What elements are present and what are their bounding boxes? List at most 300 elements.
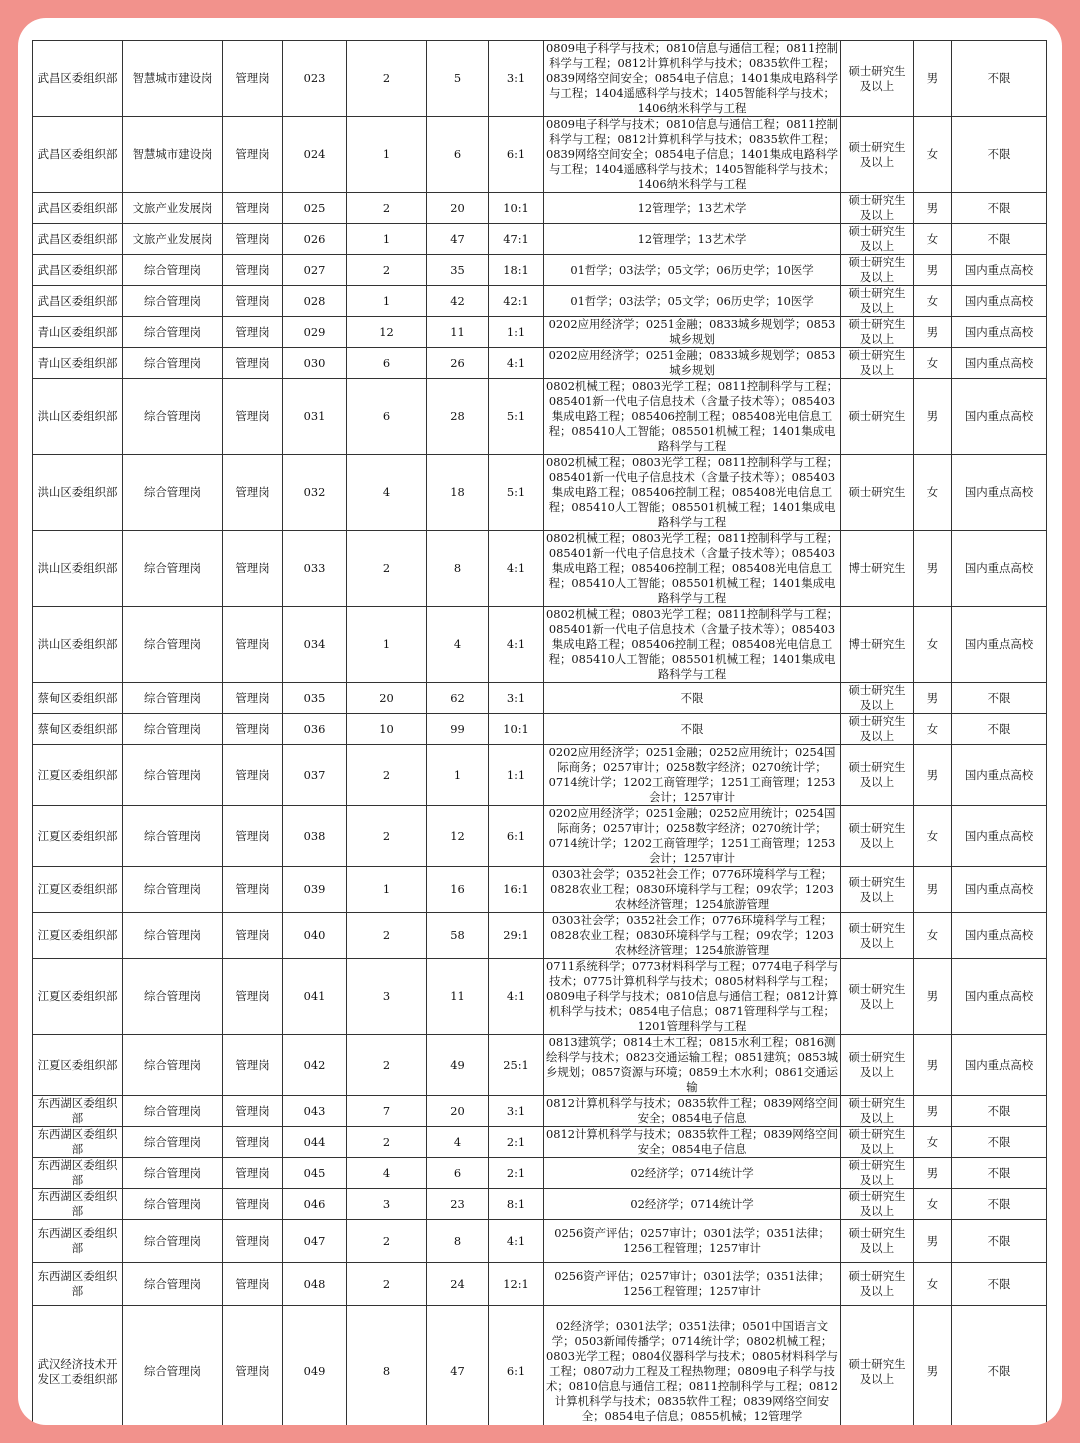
position-code-cell: 037 [283, 745, 347, 806]
ratio-cell: 10:1 [489, 714, 544, 745]
position-type-cell: 管理岗 [223, 683, 283, 714]
position-name-cell: 综合管理岗 [123, 867, 223, 913]
education-cell: 硕士研究生及以上 [841, 286, 914, 317]
applicant-count-cell: 4 [427, 1127, 489, 1158]
major-requirement-cell: 0303社会学；0352社会工作；0776环境科学与工程；0828农业工程；0830环境科学与工程；09农学；1203农林经济管理；1254旅游管理 [544, 913, 841, 959]
plan-count-cell: 1 [347, 286, 427, 317]
gender-cell: 男 [914, 1220, 952, 1263]
major-requirement-cell: 01哲学；03法学；05文学；06历史学；10医学 [544, 286, 841, 317]
plan-count-cell: 1 [347, 224, 427, 255]
table-row [33, 913, 1047, 959]
position-type-cell: 管理岗 [223, 1096, 283, 1127]
school-requirement-cell: 不限 [952, 1096, 1047, 1127]
plan-count-cell: 2 [347, 806, 427, 867]
position-name-cell: 综合管理岗 [123, 379, 223, 455]
position-code-cell: 039 [283, 867, 347, 913]
gender-cell: 男 [914, 531, 952, 607]
position-name-cell: 文旅产业发展岗 [123, 193, 223, 224]
school-requirement-cell: 国内重点高校 [952, 379, 1047, 455]
school-requirement-cell: 不限 [952, 683, 1047, 714]
applicant-count-cell: 11 [427, 317, 489, 348]
applicant-count-cell: 20 [427, 1096, 489, 1127]
position-code-cell: 047 [283, 1220, 347, 1263]
position-name-cell: 文旅产业发展岗 [123, 224, 223, 255]
school-requirement-cell: 不限 [952, 714, 1047, 745]
gender-cell: 女 [914, 1127, 952, 1158]
position-name-cell: 综合管理岗 [123, 531, 223, 607]
plan-count-cell: 20 [347, 683, 427, 714]
table-row [33, 1127, 1047, 1158]
education-cell: 硕士研究生及以上 [841, 959, 914, 1035]
table-body [33, 41, 1047, 1426]
position-name-cell: 综合管理岗 [123, 1158, 223, 1189]
major-requirement-cell: 0812计算机科学与技术；0835软件工程；0839网络空间安全；0854电子信息 [544, 1096, 841, 1127]
school-requirement-cell: 不限 [952, 1158, 1047, 1189]
ratio-cell: 2:1 [489, 1127, 544, 1158]
gender-cell: 男 [914, 745, 952, 806]
school-requirement-cell: 不限 [952, 1306, 1047, 1426]
plan-count-cell: 2 [347, 1035, 427, 1096]
education-cell: 硕士研究生及以上 [841, 1035, 914, 1096]
gender-cell: 女 [914, 1189, 952, 1220]
position-name-cell: 综合管理岗 [123, 1096, 223, 1127]
table-row [33, 806, 1047, 867]
applicant-count-cell: 47 [427, 1306, 489, 1426]
unit-cell: 东西湖区委组织部 [33, 1127, 123, 1158]
unit-cell: 武昌区委组织部 [33, 193, 123, 224]
position-code-cell: 040 [283, 913, 347, 959]
table-row [33, 867, 1047, 913]
applicant-count-cell: 23 [427, 1189, 489, 1220]
gender-cell: 男 [914, 317, 952, 348]
unit-cell: 东西湖区委组织部 [33, 1096, 123, 1127]
school-requirement-cell: 国内重点高校 [952, 1035, 1047, 1096]
school-requirement-cell: 国内重点高校 [952, 531, 1047, 607]
position-code-cell: 049 [283, 1306, 347, 1426]
position-type-cell: 管理岗 [223, 714, 283, 745]
major-requirement-cell: 0303社会学；0352社会工作；0776环境科学与工程；0828农业工程；0830环境科学与工程；09农学；1203农林经济管理；1254旅游管理 [544, 867, 841, 913]
school-requirement-cell: 国内重点高校 [952, 348, 1047, 379]
school-requirement-cell: 国内重点高校 [952, 745, 1047, 806]
applicant-count-cell: 12 [427, 806, 489, 867]
position-name-cell: 综合管理岗 [123, 1306, 223, 1426]
position-name-cell: 综合管理岗 [123, 1263, 223, 1306]
position-code-cell: 044 [283, 1127, 347, 1158]
unit-cell: 武昌区委组织部 [33, 224, 123, 255]
major-requirement-cell: 0809电子科学与技术；0810信息与通信工程；0811控制科学与工程；0812计算机科学与技术；0835软件工程；0839网络空间安全；0854电子信息；1401集成电路科学与工程；1404遥感科学与技术；1405智能科学与技术；1406纳米科学与工程 [544, 117, 841, 193]
unit-cell: 江夏区委组织部 [33, 745, 123, 806]
unit-cell: 洪山区委组织部 [33, 531, 123, 607]
plan-count-cell: 2 [347, 913, 427, 959]
gender-cell: 女 [914, 286, 952, 317]
position-name-cell: 综合管理岗 [123, 745, 223, 806]
gender-cell: 女 [914, 455, 952, 531]
major-requirement-cell: 0202应用经济学；0251金融；0833城乡规划学；0853城乡规划 [544, 348, 841, 379]
plan-count-cell: 3 [347, 959, 427, 1035]
table-row [33, 531, 1047, 607]
unit-cell: 洪山区委组织部 [33, 607, 123, 683]
position-type-cell: 管理岗 [223, 1035, 283, 1096]
education-cell: 硕士研究生及以上 [841, 1096, 914, 1127]
position-name-cell: 综合管理岗 [123, 1035, 223, 1096]
position-type-cell: 管理岗 [223, 1263, 283, 1306]
table-row [33, 745, 1047, 806]
major-requirement-cell: 0802机械工程；0803光学工程；0811控制科学与工程；085401新一代电子信息技术（含量子技术等）；085403集成电路工程；085406控制工程；085408光电信息工程；085410人工智能；085501机械工程；1401集成电路科学与工程 [544, 531, 841, 607]
major-requirement-cell: 02经济学；0714统计学 [544, 1189, 841, 1220]
unit-cell: 青山区委组织部 [33, 348, 123, 379]
major-requirement-cell: 0809电子科学与技术；0810信息与通信工程；0811控制科学与工程；0812计算机科学与技术；0835软件工程；0839网络空间安全；0854电子信息；1401集成电路科学与工程；1404遥感科学与技术；1405智能科学与技术；1406纳米科学与工程 [544, 41, 841, 117]
plan-count-cell: 4 [347, 455, 427, 531]
gender-cell: 女 [914, 806, 952, 867]
position-code-cell: 032 [283, 455, 347, 531]
plan-count-cell: 10 [347, 714, 427, 745]
position-code-cell: 029 [283, 317, 347, 348]
gender-cell: 男 [914, 959, 952, 1035]
position-code-cell: 036 [283, 714, 347, 745]
ratio-cell: 12:1 [489, 1263, 544, 1306]
school-requirement-cell: 不限 [952, 1127, 1047, 1158]
position-type-cell: 管理岗 [223, 1127, 283, 1158]
education-cell: 硕士研究生及以上 [841, 867, 914, 913]
position-type-cell: 管理岗 [223, 117, 283, 193]
gender-cell: 女 [914, 607, 952, 683]
school-requirement-cell: 国内重点高校 [952, 607, 1047, 683]
position-type-cell: 管理岗 [223, 959, 283, 1035]
position-name-cell: 综合管理岗 [123, 913, 223, 959]
plan-count-cell: 1 [347, 867, 427, 913]
table-row [33, 1096, 1047, 1127]
table-row [33, 714, 1047, 745]
education-cell: 硕士研究生及以上 [841, 1189, 914, 1220]
gender-cell: 女 [914, 1263, 952, 1306]
recruitment-table [32, 40, 1047, 1425]
gender-cell: 女 [914, 117, 952, 193]
school-requirement-cell: 不限 [952, 41, 1047, 117]
plan-count-cell: 6 [347, 379, 427, 455]
position-code-cell: 038 [283, 806, 347, 867]
school-requirement-cell: 不限 [952, 1263, 1047, 1306]
school-requirement-cell: 国内重点高校 [952, 255, 1047, 286]
position-type-cell: 管理岗 [223, 455, 283, 531]
position-type-cell: 管理岗 [223, 286, 283, 317]
position-type-cell: 管理岗 [223, 867, 283, 913]
applicant-count-cell: 47 [427, 224, 489, 255]
education-cell: 硕士研究生 [841, 379, 914, 455]
position-code-cell: 035 [283, 683, 347, 714]
education-cell: 硕士研究生及以上 [841, 1127, 914, 1158]
unit-cell: 东西湖区委组织部 [33, 1220, 123, 1263]
position-name-cell: 综合管理岗 [123, 959, 223, 1035]
school-requirement-cell: 不限 [952, 117, 1047, 193]
unit-cell: 江夏区委组织部 [33, 867, 123, 913]
position-name-cell: 综合管理岗 [123, 317, 223, 348]
position-type-cell: 管理岗 [223, 255, 283, 286]
table-row [33, 959, 1047, 1035]
position-type-cell: 管理岗 [223, 193, 283, 224]
plan-count-cell: 2 [347, 1127, 427, 1158]
plan-count-cell: 4 [347, 1158, 427, 1189]
position-name-cell: 综合管理岗 [123, 286, 223, 317]
school-requirement-cell: 国内重点高校 [952, 286, 1047, 317]
position-code-cell: 025 [283, 193, 347, 224]
major-requirement-cell: 02经济学；0714统计学 [544, 1158, 841, 1189]
table-row [33, 1189, 1047, 1220]
unit-cell: 东西湖区委组织部 [33, 1189, 123, 1220]
education-cell: 硕士研究生及以上 [841, 683, 914, 714]
table-row [33, 1035, 1047, 1096]
plan-count-cell: 3 [347, 1189, 427, 1220]
unit-cell: 洪山区委组织部 [33, 455, 123, 531]
unit-cell: 江夏区委组织部 [33, 806, 123, 867]
ratio-cell: 4:1 [489, 607, 544, 683]
education-cell: 博士研究生 [841, 531, 914, 607]
table-row [33, 1220, 1047, 1263]
major-requirement-cell: 01哲学；03法学；05文学；06历史学；10医学 [544, 255, 841, 286]
applicant-count-cell: 58 [427, 913, 489, 959]
education-cell: 硕士研究生及以上 [841, 913, 914, 959]
education-cell: 硕士研究生及以上 [841, 348, 914, 379]
ratio-cell: 18:1 [489, 255, 544, 286]
major-requirement-cell: 不限 [544, 683, 841, 714]
school-requirement-cell: 不限 [952, 1189, 1047, 1220]
position-name-cell: 综合管理岗 [123, 1127, 223, 1158]
position-type-cell: 管理岗 [223, 224, 283, 255]
ratio-cell: 6:1 [489, 117, 544, 193]
ratio-cell: 4:1 [489, 531, 544, 607]
gender-cell: 男 [914, 255, 952, 286]
major-requirement-cell: 02经济学；0301法学；0351法律；0501中国语言文学；0503新闻传播学；0714统计学；0802机械工程；0803光学工程；0804仪器科学与技术；0805材料科学与工程；0807动力工程及工程热物理；0809电子科学与技术；0810信息与通信工程；0811控制科学与工程；0812计算机科学与技术；0835软件工程；0839网络空间安全；0854电子信息；0855机械；12管理学 [544, 1306, 841, 1426]
major-requirement-cell: 0813建筑学；0814土木工程；0815水利工程；0816测绘科学与技术；0823交通运输工程；0851建筑；0853城乡规划；0857资源与环境；0859土木水利；0861交通运输 [544, 1035, 841, 1096]
position-code-cell: 041 [283, 959, 347, 1035]
table-row [33, 1158, 1047, 1189]
major-requirement-cell: 0202应用经济学；0251金融；0252应用统计；0254国际商务；0257审计；0258数字经济；0270统计学；0714统计学；1202工商管理学；1251工商管理；1253会计；1257审计 [544, 745, 841, 806]
applicant-count-cell: 42 [427, 286, 489, 317]
plan-count-cell: 6 [347, 348, 427, 379]
major-requirement-cell: 0802机械工程；0803光学工程；0811控制科学与工程；085401新一代电子信息技术（含量子技术等）；085403集成电路工程；085406控制工程；085408光电信息工程；085410人工智能；085501机械工程；1401集成电路科学与工程 [544, 607, 841, 683]
applicant-count-cell: 4 [427, 607, 489, 683]
applicant-count-cell: 99 [427, 714, 489, 745]
unit-cell: 武昌区委组织部 [33, 117, 123, 193]
table-row [33, 607, 1047, 683]
plan-count-cell: 12 [347, 317, 427, 348]
position-name-cell: 综合管理岗 [123, 714, 223, 745]
position-code-cell: 046 [283, 1189, 347, 1220]
major-requirement-cell: 0202应用经济学；0251金融；0252应用统计；0254国际商务；0257审计；0258数字经济；0270统计学；0714统计学；1202工商管理学；1251工商管理；1253会计；1257审计 [544, 806, 841, 867]
plan-count-cell: 2 [347, 1220, 427, 1263]
position-name-cell: 综合管理岗 [123, 1220, 223, 1263]
position-code-cell: 034 [283, 607, 347, 683]
ratio-cell: 2:1 [489, 1158, 544, 1189]
position-code-cell: 026 [283, 224, 347, 255]
position-code-cell: 048 [283, 1263, 347, 1306]
position-name-cell: 综合管理岗 [123, 683, 223, 714]
applicant-count-cell: 5 [427, 41, 489, 117]
unit-cell: 江夏区委组织部 [33, 1035, 123, 1096]
major-requirement-cell: 0812计算机科学与技术；0835软件工程；0839网络空间安全；0854电子信息 [544, 1127, 841, 1158]
position-code-cell: 024 [283, 117, 347, 193]
position-code-cell: 027 [283, 255, 347, 286]
applicant-count-cell: 18 [427, 455, 489, 531]
applicant-count-cell: 8 [427, 1220, 489, 1263]
gender-cell: 男 [914, 1035, 952, 1096]
plan-count-cell: 7 [347, 1096, 427, 1127]
unit-cell: 青山区委组织部 [33, 317, 123, 348]
ratio-cell: 5:1 [489, 379, 544, 455]
position-type-cell: 管理岗 [223, 348, 283, 379]
position-name-cell: 综合管理岗 [123, 455, 223, 531]
applicant-count-cell: 8 [427, 531, 489, 607]
ratio-cell: 4:1 [489, 348, 544, 379]
applicant-count-cell: 49 [427, 1035, 489, 1096]
plan-count-cell: 1 [347, 117, 427, 193]
unit-cell: 江夏区委组织部 [33, 959, 123, 1035]
gender-cell: 女 [914, 348, 952, 379]
school-requirement-cell: 不限 [952, 224, 1047, 255]
position-name-cell: 综合管理岗 [123, 607, 223, 683]
table-row [33, 379, 1047, 455]
applicant-count-cell: 6 [427, 117, 489, 193]
gender-cell: 男 [914, 1306, 952, 1426]
major-requirement-cell: 0711系统科学；0773材料科学与工程；0774电子科学与技术；0775计算机科学与技术；0805材料科学与工程；0809电子科学与技术；0810信息与通信工程；0812计算机科学与技术；0854电子信息；0871管理科学与工程；1201管理科学与工程 [544, 959, 841, 1035]
position-name-cell: 综合管理岗 [123, 255, 223, 286]
position-name-cell: 综合管理岗 [123, 806, 223, 867]
plan-count-cell: 2 [347, 531, 427, 607]
major-requirement-cell: 不限 [544, 714, 841, 745]
applicant-count-cell: 26 [427, 348, 489, 379]
major-requirement-cell: 12管理学；13艺术学 [544, 224, 841, 255]
school-requirement-cell: 国内重点高校 [952, 867, 1047, 913]
education-cell: 硕士研究生及以上 [841, 41, 914, 117]
table-row [33, 683, 1047, 714]
ratio-cell: 3:1 [489, 683, 544, 714]
table-row [33, 1263, 1047, 1306]
table-row [33, 193, 1047, 224]
position-code-cell: 042 [283, 1035, 347, 1096]
ratio-cell: 3:1 [489, 41, 544, 117]
position-type-cell: 管理岗 [223, 745, 283, 806]
ratio-cell: 42:1 [489, 286, 544, 317]
applicant-count-cell: 20 [427, 193, 489, 224]
position-code-cell: 028 [283, 286, 347, 317]
gender-cell: 男 [914, 683, 952, 714]
unit-cell: 武昌区委组织部 [33, 41, 123, 117]
major-requirement-cell: 12管理学；13艺术学 [544, 193, 841, 224]
unit-cell: 洪山区委组织部 [33, 379, 123, 455]
gender-cell: 女 [914, 224, 952, 255]
position-code-cell: 033 [283, 531, 347, 607]
position-code-cell: 030 [283, 348, 347, 379]
table-row [33, 317, 1047, 348]
gender-cell: 男 [914, 193, 952, 224]
gender-cell: 男 [914, 1158, 952, 1189]
education-cell: 硕士研究生及以上 [841, 1220, 914, 1263]
education-cell: 硕士研究生及以上 [841, 317, 914, 348]
document-card [18, 18, 1062, 1425]
applicant-count-cell: 11 [427, 959, 489, 1035]
table-row [33, 255, 1047, 286]
ratio-cell: 1:1 [489, 745, 544, 806]
table-row [33, 348, 1047, 379]
position-name-cell: 综合管理岗 [123, 348, 223, 379]
ratio-cell: 25:1 [489, 1035, 544, 1096]
unit-cell: 武昌区委组织部 [33, 286, 123, 317]
education-cell: 硕士研究生及以上 [841, 745, 914, 806]
education-cell: 硕士研究生及以上 [841, 193, 914, 224]
position-type-cell: 管理岗 [223, 806, 283, 867]
position-code-cell: 031 [283, 379, 347, 455]
applicant-count-cell: 28 [427, 379, 489, 455]
position-type-cell: 管理岗 [223, 607, 283, 683]
plan-count-cell: 1 [347, 607, 427, 683]
plan-count-cell: 2 [347, 1263, 427, 1306]
applicant-count-cell: 16 [427, 867, 489, 913]
major-requirement-cell: 0802机械工程；0803光学工程；0811控制科学与工程；085401新一代电子信息技术（含量子技术等）；085403集成电路工程；085406控制工程；085408光电信息工程；085410人工智能；085501机械工程；1401集成电路科学与工程 [544, 379, 841, 455]
applicant-count-cell: 1 [427, 745, 489, 806]
ratio-cell: 29:1 [489, 913, 544, 959]
ratio-cell: 1:1 [489, 317, 544, 348]
table-row [33, 41, 1047, 117]
education-cell: 硕士研究生及以上 [841, 714, 914, 745]
ratio-cell: 6:1 [489, 1306, 544, 1426]
applicant-count-cell: 62 [427, 683, 489, 714]
ratio-cell: 3:1 [489, 1096, 544, 1127]
education-cell: 博士研究生 [841, 607, 914, 683]
position-type-cell: 管理岗 [223, 379, 283, 455]
ratio-cell: 4:1 [489, 959, 544, 1035]
applicant-count-cell: 35 [427, 255, 489, 286]
major-requirement-cell: 0256资产评估；0257审计；0301法学；0351法律；1256工程管理；1257审计 [544, 1263, 841, 1306]
table-row [33, 1306, 1047, 1426]
unit-cell: 东西湖区委组织部 [33, 1263, 123, 1306]
education-cell: 硕士研究生及以上 [841, 224, 914, 255]
position-code-cell: 043 [283, 1096, 347, 1127]
gender-cell: 男 [914, 41, 952, 117]
education-cell: 硕士研究生及以上 [841, 806, 914, 867]
school-requirement-cell: 国内重点高校 [952, 913, 1047, 959]
ratio-cell: 4:1 [489, 1220, 544, 1263]
position-name-cell: 智慧城市建设岗 [123, 41, 223, 117]
unit-cell: 江夏区委组织部 [33, 913, 123, 959]
school-requirement-cell: 国内重点高校 [952, 455, 1047, 531]
plan-count-cell: 2 [347, 193, 427, 224]
ratio-cell: 5:1 [489, 455, 544, 531]
school-requirement-cell: 国内重点高校 [952, 959, 1047, 1035]
position-type-cell: 管理岗 [223, 1189, 283, 1220]
gender-cell: 男 [914, 867, 952, 913]
school-requirement-cell: 国内重点高校 [952, 806, 1047, 867]
ratio-cell: 47:1 [489, 224, 544, 255]
position-code-cell: 045 [283, 1158, 347, 1189]
position-type-cell: 管理岗 [223, 913, 283, 959]
gender-cell: 男 [914, 1096, 952, 1127]
education-cell: 硕士研究生及以上 [841, 1263, 914, 1306]
major-requirement-cell: 0802机械工程；0803光学工程；0811控制科学与工程；085401新一代电子信息技术（含量子技术等）；085403集成电路工程；085406控制工程；085408光电信息工程；085410人工智能；085501机械工程；1401集成电路科学与工程 [544, 455, 841, 531]
plan-count-cell: 8 [347, 1306, 427, 1426]
position-code-cell: 023 [283, 41, 347, 117]
plan-count-cell: 2 [347, 41, 427, 117]
position-name-cell: 智慧城市建设岗 [123, 117, 223, 193]
position-type-cell: 管理岗 [223, 317, 283, 348]
education-cell: 硕士研究生 [841, 455, 914, 531]
gender-cell: 女 [914, 714, 952, 745]
school-requirement-cell: 不限 [952, 1220, 1047, 1263]
position-type-cell: 管理岗 [223, 1158, 283, 1189]
applicant-count-cell: 24 [427, 1263, 489, 1306]
position-type-cell: 管理岗 [223, 531, 283, 607]
unit-cell: 武汉经济技术开发区工委组织部 [33, 1306, 123, 1426]
applicant-count-cell: 6 [427, 1158, 489, 1189]
table-row [33, 224, 1047, 255]
